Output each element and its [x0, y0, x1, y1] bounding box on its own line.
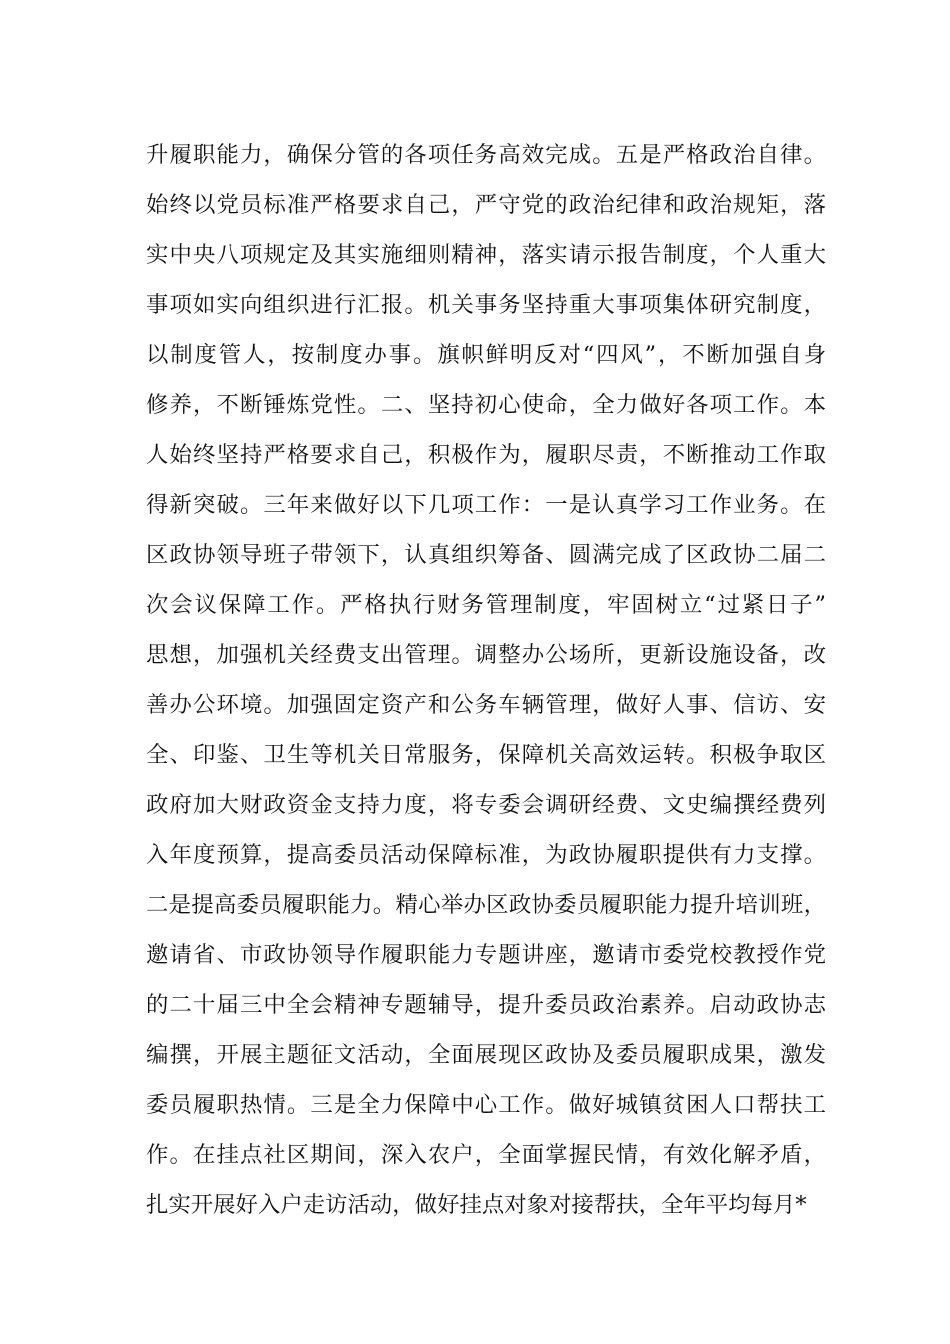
text-line: 的二十届三中全会精神专题辅导，提升委员政治素养。启动政协志: [146, 992, 826, 1018]
text-line: 善办公环境。加强固定资产和公务车辆管理，做好人事、信访、安: [146, 692, 826, 718]
text-line: 修养，不断锤炼党性。二、坚持初心使命，全力做好各项工作。本: [146, 392, 826, 418]
text-line: 入年度预算，提高委员活动保障标准，为政协履职提供有力支撑。: [146, 842, 826, 868]
text-line: 委员履职热情。三是全力保障中心工作。做好城镇贫困人口帮扶工: [146, 1092, 826, 1118]
text-line: 以制度管人，按制度办事。旗帜鲜明反对“四风”，不断加强自身: [146, 342, 826, 368]
text-line: 次会议保障工作。严格执行财务管理制度，牢固树立“过紧日子”: [146, 592, 826, 618]
text-line: 事项如实向组织进行汇报。机关事务坚持重大事项集体研究制度，: [146, 292, 826, 318]
text-line: 二是提高委员履职能力。精心举办区政协委员履职能力提升培训班，: [146, 892, 826, 918]
text-line: 始终以党员标准严格要求自己，严守党的政治纪律和政治规矩，落: [146, 192, 826, 218]
text-line: 邀请省、市政协领导作履职能力专题讲座，邀请市委党校教授作党: [146, 942, 826, 968]
text-line: 得新突破。三年来做好以下几项工作：一是认真学习工作业务。在: [146, 492, 826, 518]
text-line: 实中央八项规定及其实施细则精神，落实请示报告制度，个人重大: [146, 242, 826, 268]
text-line: 区政协领导班子带领下，认真组织筹备、圆满完成了区政协二届二: [146, 542, 826, 568]
text-line: 政府加大财政资金支持力度，将专委会调研经费、文史编撰经费列: [146, 792, 826, 818]
text-line: 人始终坚持严格要求自己，积极作为，履职尽责，不断推动工作取: [146, 442, 826, 468]
text-line: 扎实开展好入户走访活动，做好挂点对象对接帮扶，全年平均每月*: [146, 1192, 807, 1218]
text-line: 作。在挂点社区期间，深入农户，全面掌握民情，有效化解矛盾，: [146, 1142, 826, 1168]
text-line: 思想，加强机关经费支出管理。调整办公场所，更新设施设备，改: [146, 642, 826, 668]
text-line: 编撰，开展主题征文活动，全面展现区政协及委员履职成果，激发: [146, 1042, 826, 1068]
body-text: [146, 130, 826, 1230]
text-line: 升履职能力，确保分管的各项任务高效完成。五是严格政治自律。: [146, 142, 826, 168]
text-line: 全、印鉴、卫生等机关日常服务，保障机关高效运转。积极争取区: [146, 742, 826, 768]
